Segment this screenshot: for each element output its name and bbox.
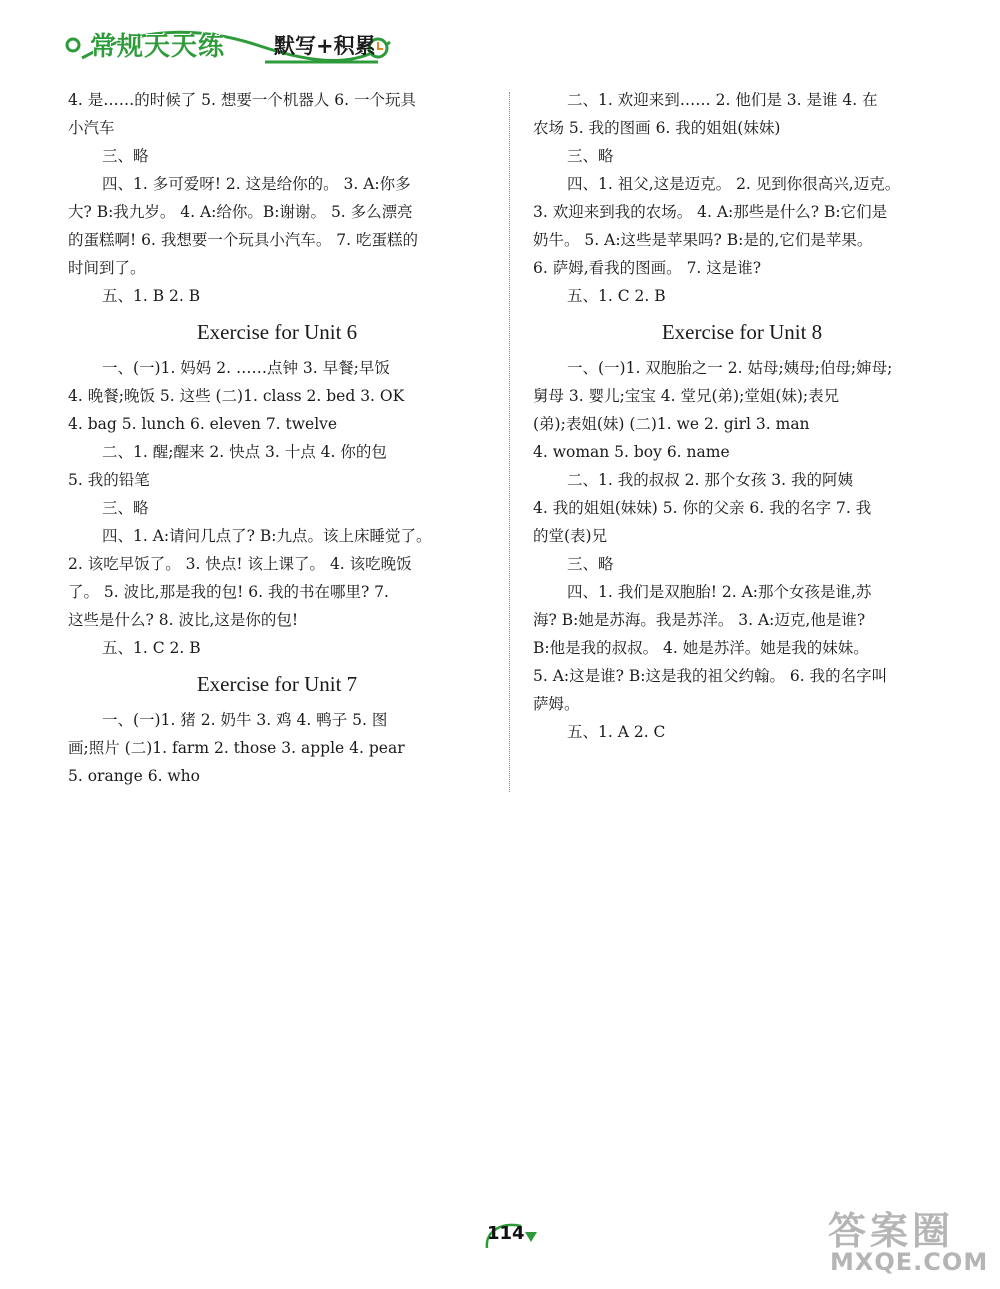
brand-title: 常规天天练	[90, 32, 226, 62]
answer-line: 大? B:我九岁。 4. A:给你。B:谢谢。 5. 多么漂亮	[68, 203, 413, 221]
answer-line: 五、1. C 2. B	[567, 287, 666, 305]
answer-line: 3. 欢迎来到我的农场。 4. A:那些是什么? B:它们是	[533, 203, 888, 221]
answer-line: 三、略	[102, 147, 149, 165]
header-banner	[60, 18, 400, 70]
answer-line: (弟);表姐(妹) (二)1. we 2. girl 3. man	[533, 415, 810, 433]
answer-line: 四、1. 多可爱呀! 2. 这是给你的。 3. A:你多	[102, 175, 411, 193]
page-number-text: 114	[487, 1223, 525, 1244]
answer-line: 一、(一)1. 双胞胎之一 2. 姑母;姨母;伯母;婶母;	[567, 359, 893, 377]
answer-line: B:他是我的叔叔。 4. 她是苏洋。她是我的妹妹。	[533, 639, 869, 657]
answer-line: 2. 该吃早饭了。 3. 快点! 该上课了。 4. 该吃晚饭	[68, 555, 412, 573]
section-title: Exercise for Unit 7	[196, 672, 358, 696]
answer-line: 三、略	[567, 555, 614, 573]
answer-line: 舅母 3. 婴儿;宝宝 4. 堂兄(弟);堂姐(妹);表兄	[533, 387, 840, 405]
answer-line: 奶牛。 5. A:这些是苹果吗? B:是的,它们是苹果。	[533, 231, 873, 249]
answer-line: 一、(一)1. 猪 2. 奶牛 3. 鸡 4. 鸭子 5. 图	[102, 711, 388, 729]
brand-subtitle: 默写+积累	[274, 34, 376, 58]
answer-line: 的堂(表)兄	[533, 527, 608, 545]
answer-line: 二、1. 醒;醒来 2. 快点 3. 十点 4. 你的包	[102, 443, 387, 461]
answer-line: 海? B:她是苏海。我是苏洋。 3. A:迈克,他是谁?	[533, 611, 866, 629]
left-column	[68, 86, 486, 790]
page-number	[483, 1220, 543, 1252]
answer-line: 二、1. 我的叔叔 2. 那个女孩 3. 我的阿姨	[567, 471, 854, 489]
answer-line: 6. 萨姆,看我的图画。 7. 这是谁?	[533, 259, 762, 277]
section-title: Exercise for Unit 8	[661, 320, 823, 344]
answer-line: 4. woman 5. boy 6. name	[533, 443, 730, 461]
watermark-logo-text: 答案圈	[828, 1209, 955, 1253]
answer-line: 四、1. 祖父,这是迈克。 2. 见到你很高兴,迈克。	[567, 175, 901, 193]
answer-line: 4. bag 5. lunch 6. eleven 7. twelve	[68, 415, 338, 433]
answer-line: 五、1. A 2. C	[567, 723, 666, 741]
answer-line: 萨姆。	[533, 695, 580, 713]
answer-line: 五、1. B 2. B	[102, 287, 201, 305]
answer-line: 5. A:这是谁? B:这是我的祖父约翰。 6. 我的名字叫	[533, 667, 888, 685]
answer-line: 4. 是……的时候了 5. 想要一个机器人 6. 一个玩具	[68, 91, 417, 109]
answer-line: 5. orange 6. who	[68, 767, 200, 785]
answer-line: 了。 5. 波比,那是我的包! 6. 我的书在哪里? 7.	[68, 583, 389, 601]
answer-line: 时间到了。	[68, 259, 146, 277]
answer-line: 三、略	[102, 499, 149, 517]
answer-line: 三、略	[567, 147, 614, 165]
right-column	[533, 86, 951, 746]
watermark-url: MXQE.COM	[830, 1248, 989, 1276]
answer-line: 农场 5. 我的图画 6. 我的姐姐(妹妹)	[533, 119, 781, 137]
answer-line: 5. 我的铅笔	[68, 471, 150, 489]
answer-line: 4. 我的姐姐(妹妹) 5. 你的父亲 6. 我的名字 7. 我	[533, 499, 872, 517]
answer-line: 四、1. 我们是双胞胎! 2. A:那个女孩是谁,苏	[567, 583, 872, 601]
section-title: Exercise for Unit 6	[196, 320, 358, 344]
answer-line: 一、(一)1. 妈妈 2. ……点钟 3. 早餐;早饭	[102, 359, 390, 377]
answer-line: 五、1. C 2. B	[102, 639, 201, 657]
answer-line: 二、1. 欢迎来到…… 2. 他们是 3. 是谁 4. 在	[567, 91, 878, 109]
answer-line: 这些是什么? 8. 波比,这是你的包!	[68, 611, 299, 629]
answer-line: 小汽车	[68, 119, 115, 137]
column-divider	[509, 92, 510, 792]
answer-line: 画;照片 (二)1. farm 2. those 3. apple 4. pear	[68, 739, 405, 757]
answer-line: 的蛋糕啊! 6. 我想要一个玩具小汽车。 7. 吃蛋糕的	[68, 231, 419, 249]
answer-line: 四、1. A:请问几点了? B:九点。该上床睡觉了。	[102, 527, 432, 545]
answer-line: 4. 晚餐;晚饭 5. 这些 (二)1. class 2. bed 3. OK	[68, 387, 405, 405]
watermark	[828, 1200, 988, 1280]
